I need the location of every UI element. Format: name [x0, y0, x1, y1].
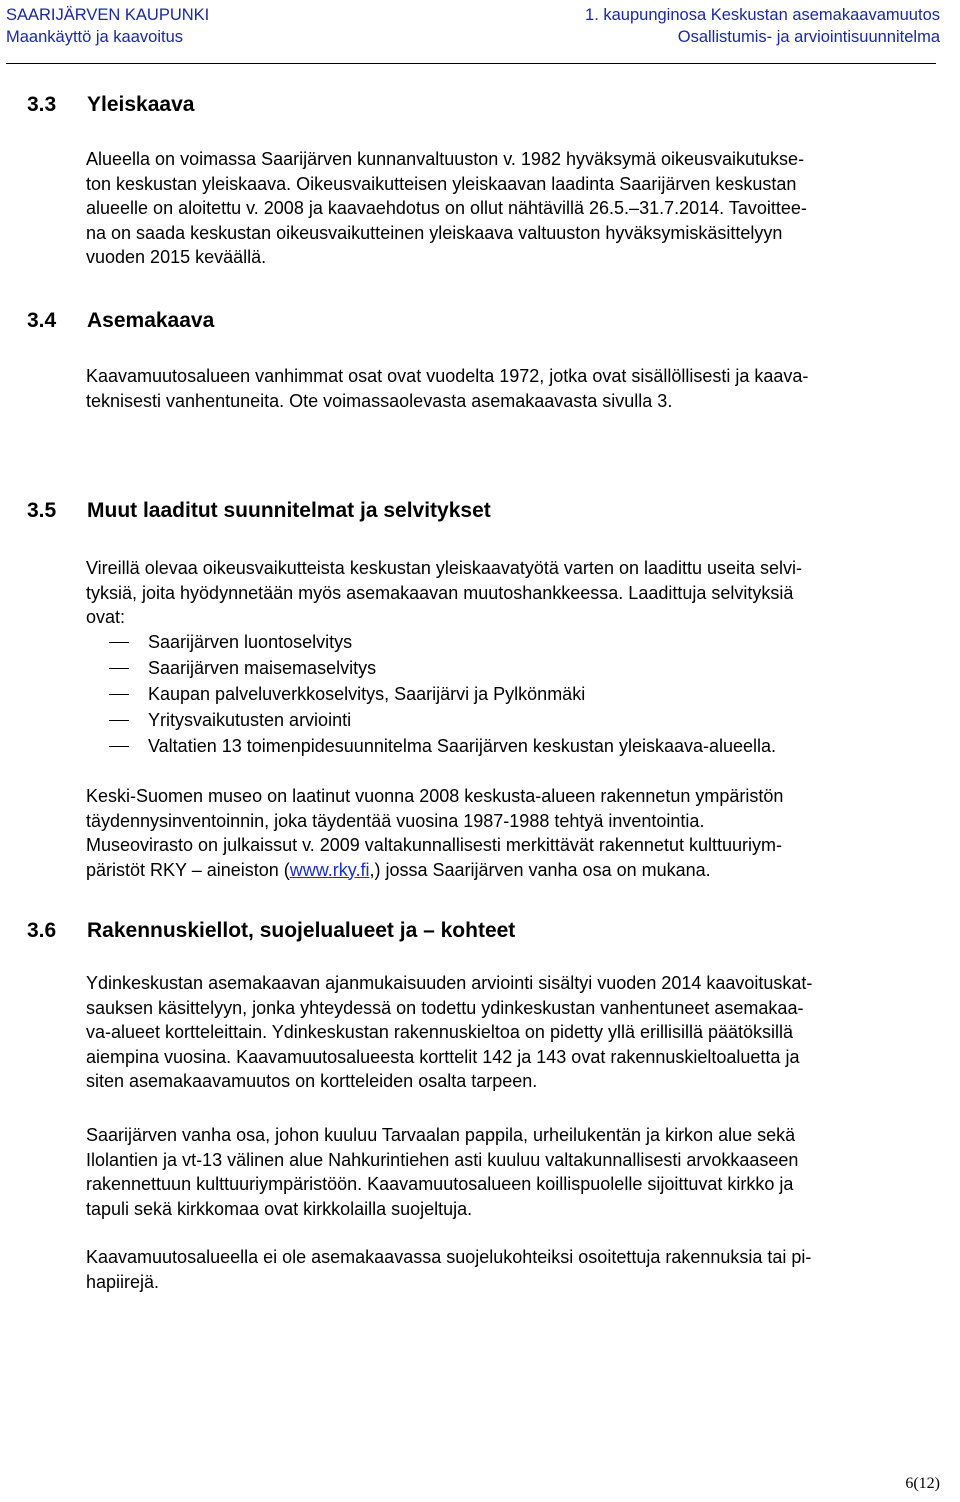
- text-line: ton keskustan yleiskaava. Oikeusvaikutteisen yleiskaavan laadinta Saarijärven keskustan: [86, 173, 797, 194]
- list-item: [86, 681, 946, 707]
- text-line: alueelle on aloitettu v. 2008 ja kaavaehdotus on ollut nähtävillä 26.5.–31.7.2014. Tavoittee-: [86, 198, 807, 218]
- text-line: hapiirejä.: [86, 1271, 160, 1292]
- section-title: Muut laaditut suunnitelmat ja selvitykset: [87, 499, 491, 522]
- header-dept: Maankäyttö ja kaavoitus: [6, 28, 184, 46]
- text-line: Saarijärven vanha osa, johon kuuluu Tarvaalan pappila, urheilukentän ja kirkon alue sekä: [86, 1125, 796, 1145]
- list-item: [86, 733, 946, 759]
- list-item-text: Yritysvaikutusten arviointi: [148, 710, 352, 730]
- text-line: Kaavamuutosalueen vanhimmat osat ovat vuodelta 1972, jotka ovat sisällöllisesti ja kaava-: [86, 366, 809, 386]
- text-line: na on saada keskustan oikeusvaikutteinen yleiskaava valtuuston hyväksymiskäsittelyyn: [86, 222, 783, 243]
- text-line: Alueella on voimassa Saarijärven kunnanvaltuuston v. 1982 hyväksymä oikeusvaikutukse-: [86, 149, 805, 169]
- paragraph-museo: [86, 784, 946, 882]
- section-number: 3.6: [27, 919, 57, 942]
- text-line: teknisesti vanhentuneita. Ote voimassaolevasta asemakaavasta sivulla 3.: [86, 390, 673, 411]
- rky-text-before: päristöt RKY – aineiston (: [86, 859, 290, 880]
- rky-link[interactable]: www.rky.fi: [289, 859, 370, 880]
- text-line: Museovirasto on julkaissut v. 2009 valtakunnallisesti merkittävät rakennetut kulttuuriym-: [86, 835, 782, 855]
- text-line: Ilolantien ja vt-13 välinen alue Nahkurintiehen asti kuuluu valtakunnallisesti arvokkaaseen: [86, 1149, 799, 1170]
- selvitykset-list: [86, 629, 946, 759]
- paragraph-selvitykset-intro: [86, 556, 946, 630]
- list-item: [86, 707, 946, 733]
- section-number: 3.4: [27, 309, 57, 332]
- section-heading-3-6: [27, 918, 515, 944]
- page-number: 6(12): [905, 1475, 940, 1492]
- paragraph-asemakaava: [86, 364, 946, 413]
- paragraph-rakennuskielto: [86, 971, 946, 1094]
- list-item-text: Saarijärven luontoselvitys: [148, 632, 353, 652]
- header-divider: [6, 63, 936, 64]
- paragraph-yleiskaava: [86, 147, 946, 270]
- paragraph-vanha-osa: [86, 1123, 946, 1221]
- section-number: 3.3: [27, 93, 57, 116]
- list-item-text: Valtatien 13 toimenpidesuunnitelma Saarijärven keskustan yleiskaava-alueella.: [148, 736, 777, 756]
- text-line: va-alueet kortteleittain. Ydinkeskustan rakennuskieltoa on pidetty yllä erillisillä päätöksillä: [86, 1022, 794, 1042]
- list-item-text: Saarijärven maisemaselvitys: [148, 658, 377, 678]
- section-heading-3-3: [27, 92, 194, 118]
- dash-bullet: [109, 746, 129, 747]
- text-line: tapuli sekä kirkkomaa ovat kirkkolailla suojeltuja.: [86, 1198, 473, 1219]
- header-org: SAARIJÄRVEN KAUPUNKI: [6, 6, 210, 24]
- header-doc-type: Osallistumis- ja arviointisuunnitelma: [677, 28, 940, 46]
- dash-bullet: [109, 642, 129, 643]
- dash-bullet: [109, 668, 129, 669]
- text-line: aiempina vuosina. Kaavamuutosalueesta korttelit 142 ja 143 ovat rakennuskieltoaluetta ja: [86, 1046, 800, 1067]
- section-number: 3.5: [27, 499, 57, 522]
- list-item: [86, 629, 946, 655]
- list-item-text: Kaupan palveluverkkoselvitys, Saarijärvi ja Pylkönmäki: [148, 684, 586, 704]
- section-title: Rakennuskiellot, suojelualueet ja – kohteet: [87, 919, 516, 942]
- text-line: rakennettuun kulttuuriympäristöön. Kaavamuutosalueen koillispuolelle sijoittuvat kirkko ja: [86, 1174, 794, 1194]
- paragraph-suojelukohteet: [86, 1245, 946, 1294]
- page-header: [0, 4, 960, 66]
- section-title: Yleiskaava: [87, 93, 195, 116]
- section-title: Asemakaava: [87, 309, 215, 332]
- header-project: 1. kaupunginosa Keskustan asemakaavamuutos: [585, 6, 940, 24]
- text-line: tyksiä, joita hyödynnetään myös asemakaavan muutoshankkeessa. Laadittuja selvityksiä: [86, 582, 794, 603]
- text-line: täydennysinventoinnin, joka täydentää vuosina 1987-1988 tehtyä inventointia.: [86, 810, 705, 831]
- dash-bullet: [109, 694, 129, 695]
- rky-text-after: ,) jossa Saarijärven vanha osa on mukana.: [369, 859, 711, 880]
- text-line: ovat:: [86, 607, 126, 627]
- text-line: siten asemakaavamuutos on kortteleiden osalta tarpeen.: [86, 1071, 538, 1091]
- section-heading-3-4: [27, 308, 214, 334]
- section-heading-3-5: [27, 498, 491, 524]
- text-line: Keski-Suomen museo on laatinut vuonna 2008 keskusta-alueen rakennetun ympäristön: [86, 786, 784, 806]
- text-line: sauksen käsittelyyn, jonka yhteydessä on todettu ydinkeskustan vanhentuneet asemakaa-: [86, 997, 804, 1018]
- dash-bullet: [109, 720, 129, 721]
- text-line: Ydinkeskustan asemakaavan ajanmukaisuuden arviointi sisältyi vuoden 2014 kaavoituskat-: [86, 973, 813, 993]
- text-line: vuoden 2015 keväällä.: [86, 247, 267, 267]
- text-line: Vireillä olevaa oikeusvaikutteista keskustan yleiskaavatyötä varten on laadittu useita selvi-: [86, 558, 803, 578]
- text-line: Kaavamuutosalueella ei ole asemakaavassa suojelukohteiksi osoitettuja rakennuksia tai pi-: [86, 1247, 812, 1267]
- text-line-rky: [86, 858, 946, 883]
- list-item: [86, 655, 946, 681]
